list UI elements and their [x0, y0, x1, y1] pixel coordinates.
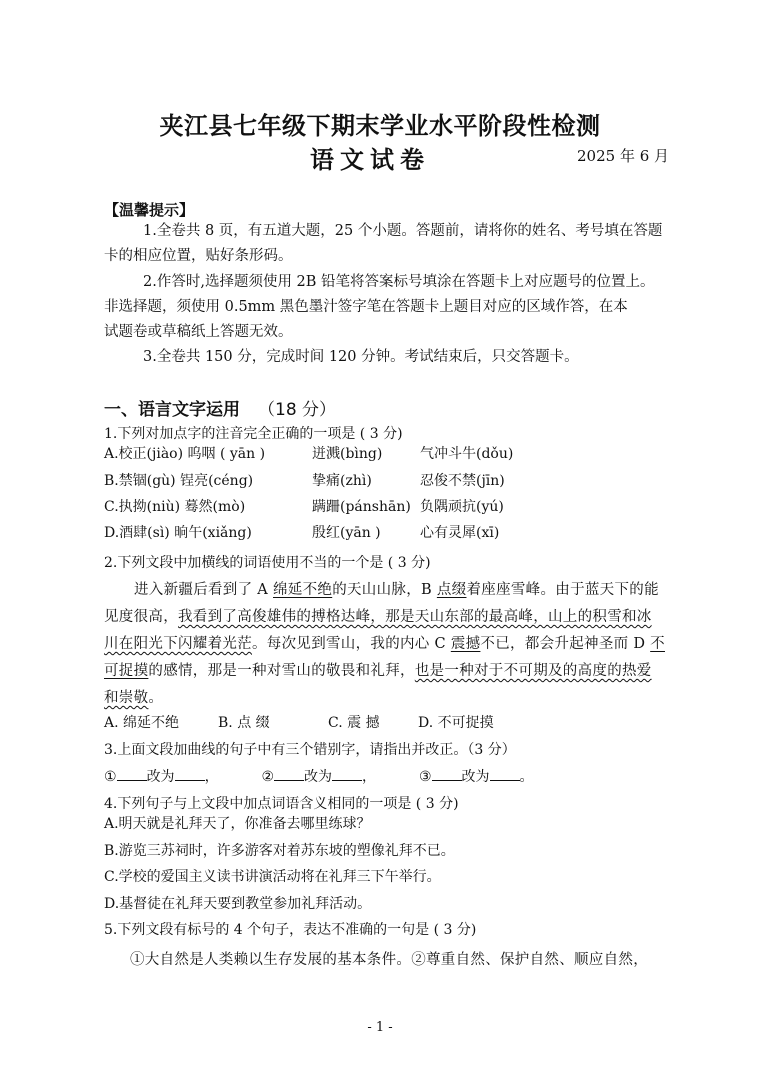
answer-blank[interactable] [274, 766, 304, 781]
q5-passage-line: ①大自然是人类赖以生存发展的基本条件。②尊重自然、保护自然、顺应自然， [130, 952, 648, 968]
q2-passage-line [104, 634, 665, 654]
q2-option-d: D. 不可捉摸 [418, 715, 494, 731]
passage-text: 进入新疆后看到了 A [134, 582, 273, 598]
q2-passage-line [104, 688, 163, 708]
exam-date: 2025 年 6 月 [577, 147, 670, 165]
q1-option-d-part1: D.酒肆(sì) 晌午(xiǎng) [104, 525, 252, 541]
question-2-stem: 2.下列文段中加横线的词语使用不当的一个是 ( 3 分) [104, 555, 431, 571]
section-heading [104, 395, 336, 420]
wavy-sentence: 川在阳光下闪耀着光茫 [104, 636, 252, 652]
passage-text: 不已，都会升起神圣而 D [480, 636, 651, 652]
q2-option-b: B. 点 缀 [218, 715, 270, 731]
answer-blank[interactable] [432, 766, 462, 781]
q1-option-b-part2: 挚痛(zhì) [312, 473, 372, 489]
underlined-word-b: 点缀 [436, 582, 467, 598]
q1-option-c-part1: C.执拗(niù) 蓦然(mò) [104, 499, 246, 515]
tips-line: 1.全卷共 8 页，有五道大题，25 个小题。答题前，请将你的姓名、考号填在答题 [143, 223, 663, 239]
q1-option-d-part3: 心有灵犀(xī) [420, 525, 500, 541]
blank-label: 改为 [146, 769, 175, 785]
q2-option-a: A. 绵延不绝 [104, 715, 180, 731]
wavy-sentence: 也是一种对于不可期及的高度的热爱 [414, 663, 652, 679]
section-title: 一、语言文字运用 [104, 400, 240, 420]
blank-number: ① [104, 769, 117, 785]
blank-sep: 。 [519, 769, 534, 785]
question-5-stem: 5.下列文段有标号的 4 个句子，表达不准确的一句是 ( 3 分) [104, 922, 477, 938]
q1-option-b-part3: 忍俊不禁(jīn) [420, 473, 505, 489]
blank-label: 改为 [304, 769, 333, 785]
underlined-word-a: 绵延不绝 [273, 582, 333, 598]
passage-text: 的天山山脉，B [332, 582, 437, 598]
question-4-stem: 4.下列句子与上文段中加点词语含义相同的一项是 ( 3 分) [104, 796, 459, 812]
blank-sep: ， [204, 769, 219, 785]
tips-heading: 【温馨提示】 [104, 201, 195, 219]
q4-option-c: C.学校的爱国主义读书讲演活动将在礼拜三下午举行。 [104, 869, 441, 885]
q1-option-c-part2: 蹒跚(pánshān) [312, 499, 411, 515]
question-1-stem: 1.下列对加点字的注音完全正确的一项是 ( 3 分) [104, 426, 403, 442]
tips-line: 卡的相应位置，贴好条形码。 [104, 248, 293, 264]
q1-option-a-part3: 气冲斗牛(dǒu) [420, 446, 514, 462]
passage-text: 着座座雪峰。由于蓝天下的能 [466, 582, 659, 598]
tips-line: 3.全卷共 150 分，完成时间 120 分钟。考试结束后，只交答题卡。 [143, 349, 579, 365]
passage-text: 。 [148, 690, 164, 706]
tips-line: 非选择题，须使用 0.5mm 黑色墨汁签字笔在答题卡上题目对应的区域作答，在本 [104, 299, 628, 315]
exam-subject-title: 语文试卷 [310, 145, 430, 174]
tips-line: 试题卷或草稿纸上答题无效。 [104, 324, 293, 340]
blank-label: 改为 [461, 769, 490, 785]
q2-passage-line [104, 661, 652, 681]
answer-blank[interactable] [117, 766, 147, 781]
q4-option-a: A.明天就是礼拜天了，你准备去哪里练球？ [104, 816, 371, 832]
q4-option-d: D.基督徒在礼拜天要到教堂参加礼拜活动。 [104, 896, 372, 912]
q2-passage-line [104, 607, 652, 627]
q1-option-c-part3: 负隅顽抗(yú) [420, 499, 504, 515]
exam-title: 夹江县七年级下期末学业水平阶段性检测 [159, 111, 601, 140]
answer-blank[interactable] [490, 766, 520, 781]
page-number: - 1 - [367, 1020, 393, 1035]
q3-answer-row [104, 766, 534, 787]
q2-passage-line [134, 580, 659, 600]
passage-text: 。每次见到雪山，我的内心 C [252, 636, 451, 652]
q1-option-d-part2: 殷红(yān ) [312, 525, 381, 541]
underlined-word-d: 可捉摸 [104, 663, 149, 679]
passage-text: 的感情，那是一种对雪山的敬畏和礼拜， [148, 663, 415, 679]
q1-option-b-part1: B.禁锢(gù) 锃亮(céng) [104, 473, 254, 489]
section-points: （18 分） [258, 400, 337, 420]
tips-line: 2.作答时,选择题须使用 2B 铅笔将答案标号填涂在答题卡上对应题号的位置上。 [143, 274, 655, 290]
q2-option-c: C. 震 撼 [328, 715, 380, 731]
blank-number: ② [261, 769, 275, 785]
question-3-stem: 3.上面文段加曲线的句子中有三个错别字，请指出并改正。（3 分） [104, 742, 516, 758]
blank-number: ③ [418, 769, 432, 785]
passage-text: 见度很高， [104, 609, 178, 625]
q1-option-a-part2: 迸溅(bìng) [312, 446, 383, 462]
underlined-word-c: 震撼 [450, 636, 481, 652]
answer-blank[interactable] [175, 766, 205, 781]
answer-blank[interactable] [332, 766, 362, 781]
q1-option-a-part1: A.校正(jiào) 呜咽 ( yān ) [104, 446, 266, 462]
wavy-sentence: 和崇敬 [104, 690, 149, 706]
blank-sep: ， [362, 769, 377, 785]
q4-option-b: B.游览三苏祠时，许多游客对着苏东坡的塑像礼拜不已。 [104, 843, 455, 859]
underlined-word-d: 不 [650, 636, 665, 652]
wavy-sentence: 我看到了高俊雄伟的搏格达峰，那是天山东部的最高峰，山上的积雪和冰 [178, 609, 652, 625]
